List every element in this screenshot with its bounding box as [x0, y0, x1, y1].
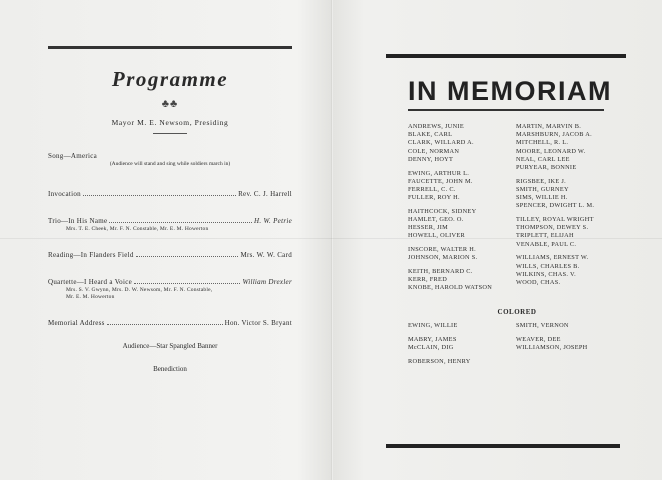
name-group	[408, 336, 516, 352]
soldier-name: FAUCETTE, JOHN M.	[408, 177, 473, 185]
soldier-name: WOOD, CHAS.	[516, 278, 561, 286]
soldier-name: ANDREWS, JUNIE	[408, 123, 464, 130]
soldier-name: HESSER, JIM	[408, 224, 449, 232]
colored-column-left	[408, 322, 516, 371]
programme-panel	[48, 46, 292, 374]
soldier-name: JOHNSON, MARION S.	[408, 254, 478, 262]
soldier-name: WEAVER, DEE	[516, 335, 561, 343]
memorial-item	[48, 319, 292, 328]
top-rule	[48, 46, 292, 49]
soldier-name: BLAKE, CARL	[408, 131, 453, 139]
invocation-item	[48, 190, 292, 199]
presiding-line: Mayor M. E. Newsom, Presiding	[111, 118, 229, 127]
soldier-name: KNOBE, HAROLD WATSON	[408, 284, 493, 292]
soldier-name: PURYEAR, BONNIE	[516, 164, 577, 172]
soldier-name: WILLIAMS, ERNEST W.	[516, 254, 589, 262]
song-label: Song—America	[48, 152, 98, 160]
name-group	[516, 336, 626, 352]
leader-dots	[107, 324, 223, 325]
soldier-name: TILLEY, ROYAL WRIGHT	[516, 216, 594, 224]
name-group	[408, 268, 516, 293]
soldier-name: SIMS, WILLIE H.	[516, 194, 568, 202]
quartette-by: William Drexler	[242, 278, 292, 286]
name-group	[408, 322, 516, 330]
reading-item	[48, 251, 292, 260]
name-group	[516, 216, 626, 249]
soldier-name: WILKINS, CHAS. V.	[516, 270, 576, 278]
invocation-label: Invocation	[48, 190, 81, 198]
leader-dots	[83, 195, 236, 196]
soldier-name: MABRY, JAMES	[408, 335, 457, 343]
name-group	[516, 123, 626, 172]
leader-dots	[134, 283, 240, 284]
name-group	[408, 123, 516, 164]
soldier-name: TRIPLETT, ELIJAH	[516, 232, 574, 240]
memoriam-bottom-rule	[386, 444, 620, 448]
memoriam-title: IN MEMORIAM	[408, 76, 612, 106]
soldier-name: HOWELL, OLIVER	[408, 232, 466, 240]
invocation-by: Rev. C. J. Harrell	[238, 190, 292, 198]
memoriam-top-rule	[386, 54, 626, 58]
soldier-name: KERR, FRED	[408, 276, 448, 284]
trio-performers: Mrs. T. E. Cheek, Mr. F. N. Constable, Mr. E. M. Howerton	[66, 226, 209, 232]
soldier-name: SMITH, VERNON	[516, 322, 569, 330]
names-column-right	[516, 123, 626, 298]
soldier-name: FULLER, ROY H.	[408, 194, 460, 202]
clover-ornament-icon: ♣♣	[161, 98, 179, 110]
soldier-name: COLE, NORMAN	[408, 147, 460, 155]
memorial-by: Hon. Victor S. Bryant	[224, 319, 292, 327]
quartette-label: Quartette—I Heard a Voice	[48, 278, 133, 286]
colored-roll	[408, 322, 626, 371]
leader-dots	[109, 222, 252, 223]
quartette-item	[48, 278, 292, 287]
soldier-name: EWING, WILLIE	[408, 322, 458, 330]
center-fold	[331, 0, 333, 480]
soldier-name: HAITHCOCK, SIDNEY	[408, 207, 477, 215]
soldier-name: ROBERSON, HENRY	[408, 357, 471, 365]
memoriam-title-underline	[408, 109, 604, 111]
trio-label: Trio—In His Name	[48, 217, 108, 225]
song-note: (Audience will stand and sing while soldiers march in)	[109, 161, 231, 167]
soldier-name: EWING, ARTHUR L.	[408, 169, 470, 177]
soldier-name: SMITH, GURNEY	[516, 185, 569, 193]
benediction: Benediction	[153, 365, 187, 373]
soldier-name: McCLAIN, DIG	[408, 344, 454, 352]
soldier-name: WILLIAMSON, JOSEPH	[516, 344, 588, 352]
soldier-name: VENABLE, PAUL C.	[516, 240, 577, 248]
soldier-name: WILLS, CHARLES B.	[516, 262, 580, 270]
audience-anthem: Audience—Star Spangled Banner	[122, 342, 218, 350]
programme-title: Programme	[111, 67, 229, 91]
honor-roll	[408, 123, 626, 298]
colored-heading: COLORED	[497, 308, 537, 317]
name-group	[408, 246, 516, 262]
reading-by: Mrs. W. W. Card	[240, 251, 292, 259]
trio-by: H. W. Petrie	[254, 217, 292, 225]
memoriam-panel	[386, 54, 626, 371]
soldier-name: NEAL, CARL LEE	[516, 155, 570, 163]
name-group	[408, 208, 516, 241]
colored-column-right	[516, 322, 626, 371]
trio-item	[48, 217, 292, 226]
soldier-name: SPENCER, DWIGHT L. M.	[516, 202, 595, 210]
soldier-name: HAMLET, GEO. O.	[408, 216, 464, 224]
soldier-name: CLARK, WILLARD A.	[408, 139, 474, 147]
song-item	[48, 152, 292, 161]
short-divider	[153, 133, 187, 134]
soldier-name: RIGSBEE, IKE J.	[516, 177, 566, 185]
leader-dots	[136, 256, 239, 257]
soldier-name: DENNY, HOYT	[408, 155, 454, 163]
soldier-name: THOMPSON, DEWEY S.	[516, 224, 589, 232]
name-group	[408, 358, 516, 366]
name-group	[408, 170, 516, 203]
names-column-left	[408, 123, 516, 298]
reading-label: Reading—In Flanders Field	[48, 251, 134, 259]
quartette-performers-cont: Mr. E. M. Howerton	[66, 294, 115, 300]
name-group	[516, 322, 626, 330]
soldier-name: MOORE, LEONARD W.	[516, 147, 586, 155]
soldier-name: FERRELL, C. C.	[408, 185, 456, 193]
memorial-label: Memorial Address	[48, 319, 105, 327]
name-group	[516, 178, 626, 211]
quartette-performers: Mrs. S. V. Gwynn, Mrs. D. W. Newsom, Mr. F. N. Constable,	[66, 287, 213, 293]
soldier-name: MARTIN, MARVIN B.	[516, 123, 582, 130]
soldier-name: MITCHELL, R. L.	[516, 139, 569, 147]
name-group	[516, 254, 626, 287]
soldier-name: KEITH, BERNARD C.	[408, 268, 473, 276]
soldier-name: MARSHBURN, JACOB A.	[516, 131, 593, 139]
soldier-name: INSCORE, WALTER H.	[408, 246, 477, 254]
